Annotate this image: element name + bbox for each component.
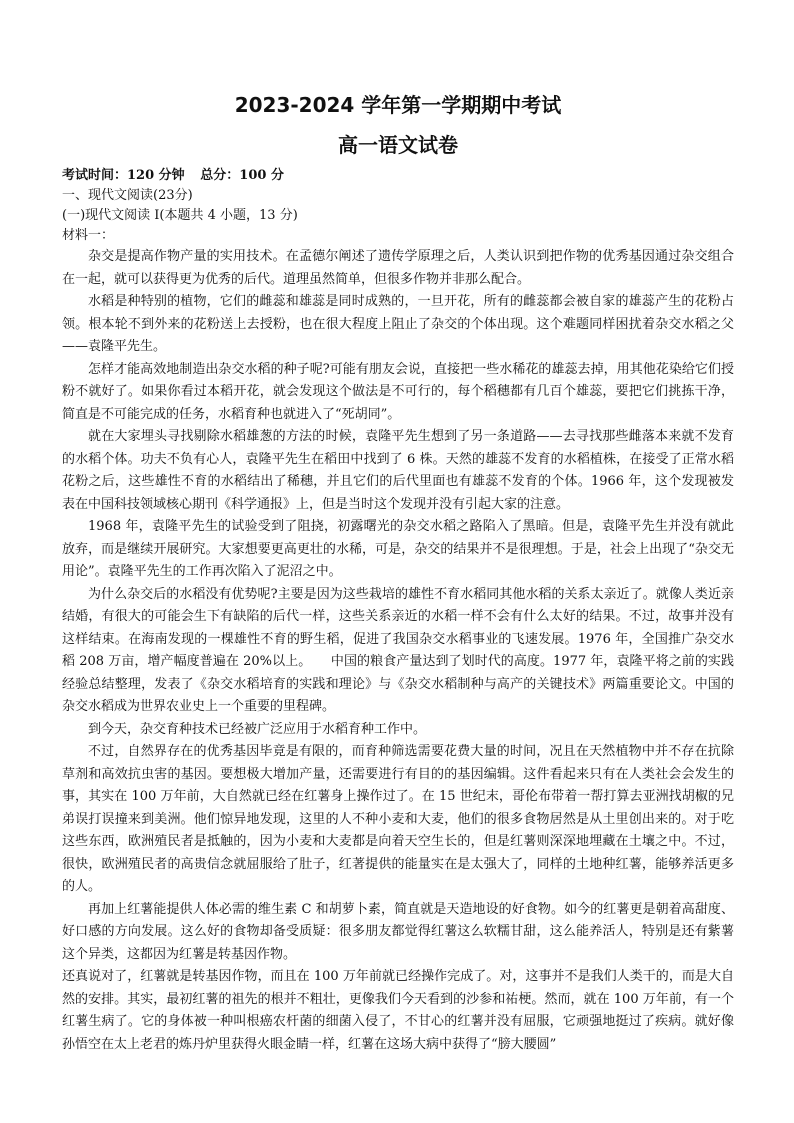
paragraph: 杂交是提高作物产量的实用技术。在孟德尔阐述了遗传学原理之后，人类认识到把作物的优秀基因通过杂交组合在一起，就可以获得更为优秀的后代。道理虽然简单，但很多作物并非那么配合。 xyxy=(62,249,734,287)
paragraph: 不过，自然界存在的优秀基因毕竟是有限的，而育种筛选需要花费大量的时间，况且在天然植物中并不存在抗除草剂和高效抗虫害的基因。要想极大增加产量，还需要进行有目的的基因编辑。这件看起来只有在人类社会会发生的事，其实在 100 万年前，大自然就已经在红薯身上操作过了。在 15 世纪末，哥伦布带着一帮打算去亚洲找胡椒的兄弟误打误撞来到美洲。他们惊异地发现，这里的人不种小麦和大麦，他们的很多食物居然是从土里创出来的。对于吃这些东西，欧洲殖民者是抵触的，因为小麦和大麦都是向着天空生长的，但是红薯则深深地埋藏在土壤之中。不过，很快，欧洲殖民者的高贵信念就屈服给了肚子，红著提供的能量实在是太强大了，同样的土地种红薯，能够养活更多的人。 xyxy=(62,744,734,894)
paragraph: 还真说对了，红薯就是转基因作物，而且在 100 万年前就已经操作完成了。对，这事并不是我们人类干的，而是大自然的安排。其实，最初红薯的祖先的根并不粗壮，更像我们今天看到的沙参和祐梗。然而，就在 100 万年前，有一个红薯生病了。它的身体被一种叫根癌农杆菌的细菌入侵了，不甘心的红薯并没有屈服，它顽强地挺过了疾病。就好像孙悟空在太上老君的炼丹炉里获得火眼金睛一样，红薯在这场大病中获得了“膀大腰圆” xyxy=(62,969,734,1052)
exam-info xyxy=(62,166,734,186)
score-label: 总分： xyxy=(200,168,240,183)
section-heading: 一、现代文阅读(23分) xyxy=(62,188,193,203)
subsection-heading: (一)现代文阅读 I(本题共 4 小题，13 分) xyxy=(62,208,298,223)
paragraph: 1968 年，袁隆平先生的试验受到了阻挠，初露曙光的杂交水稻之路陷入了黑暗。但是，袁隆平先生并没有就此放弃，而是继续开展研究。大家想要更高更壮的水稀，可是，杂交的结果并不是很理想。于是，社会上出现了“杂交无用论”。袁隆平先生的工作再次陷入了泥沼之中。 xyxy=(62,519,734,579)
score-value: 100 分 xyxy=(239,168,284,183)
paragraph: 为什么杂交后的水稻没有优势呢?主要是因为这些栽培的雄性不育水稻同其他水稻的关系太亲近了。就像人类近亲结婚，有很大的可能会生下有缺陷的后代一样，这些关系亲近的水稻一样不会有什么太好的结果。不过，故事并没有这样结束。在海南发现的一棵雄性不育的野生稻，促进了我国杂交水稻事业的飞速发展。1976 年，全国推广杂交水稻 208 万亩，增产幅度普遍在 20%以上。 中国的粮食产量达到了划时代的高度。1977 年，袁隆平将之前的实践经验总结整理，发表了《杂交水稻培育的实践和理论》与《杂交水稻制种与高产的关键技术》两篇重要论文。中国的杂交水稻成为世界农业史上一个重要的里程碑。 xyxy=(62,586,734,714)
exam-title: 2023-2024 学年第一学期期中考试 xyxy=(234,93,562,117)
time-label: 考试时间： xyxy=(62,168,128,183)
paragraph: 怎样才能高效地制造出杂交水稻的种子呢?可能有朋友会说，直接把一些水稀花的雄蕊去掉，用其他花染给它们授粉不就好了。如果你看过本稻开花，就会发现这个做法是不可行的，每个稻穗都有几百个雄蕊，要把它们挑拣干净，简直是不可能完成的任务，水稻育种也就进入了“死胡同”。 xyxy=(62,361,734,422)
material-label: 材料一： xyxy=(62,228,115,243)
paragraph: 水稻是种特别的植物，它们的雌蕊和雄蕊是同时成熟的，一旦开花，所有的雌蕊都会被自家的雄蕊产生的花粉占领。根本轮不到外来的花粉送上去授粉，也在很大程度上阻止了杂交的个体出现。这个难题同样困扰着杂交水稻之父——袁隆平先生。 xyxy=(62,294,734,354)
exam-page xyxy=(62,92,734,1056)
time-value: 120 分钟 xyxy=(127,168,185,183)
paragraph: 就在大家埋头寻找剔除水稻雄葱的方法的时候，袁隆平先生想到了另一条道路——去寻找那些雌落本来就不发育的水稻个体。功夫不负有心人，袁隆平先生在稻田中找到了 6 株。天然的雄蕊不发育的水稻植株，在接受了正常水稻花粉之后，这些雄性不育的水稻结出了稀穗，并且它们的后代里面也有雄蕊不发育的个体。1966 年，这个发现被发表在中国科技领域核心期刊《科学通报》上，但是当时这个发现并没有引起大家的注意。 xyxy=(62,429,734,512)
exam-subtitle: 高一语文试卷 xyxy=(338,133,458,157)
paragraph: 再加上红薯能提供人体必需的维生素 C 和胡萝卜素，简直就是天造地设的好食物。如今的红薯更是朝着高甜度、好口感的方向发展。这么好的食物却备受质疑：很多朋友都觉得红薯这么软糯甘甜，这么能养活人，特别是还有紫薯这个异类，这都因为红薯是转基因作物。 xyxy=(62,901,734,962)
paragraph: 到今天，杂交育种技术已经被广泛应用于水稻育种工作中。 xyxy=(88,721,427,737)
